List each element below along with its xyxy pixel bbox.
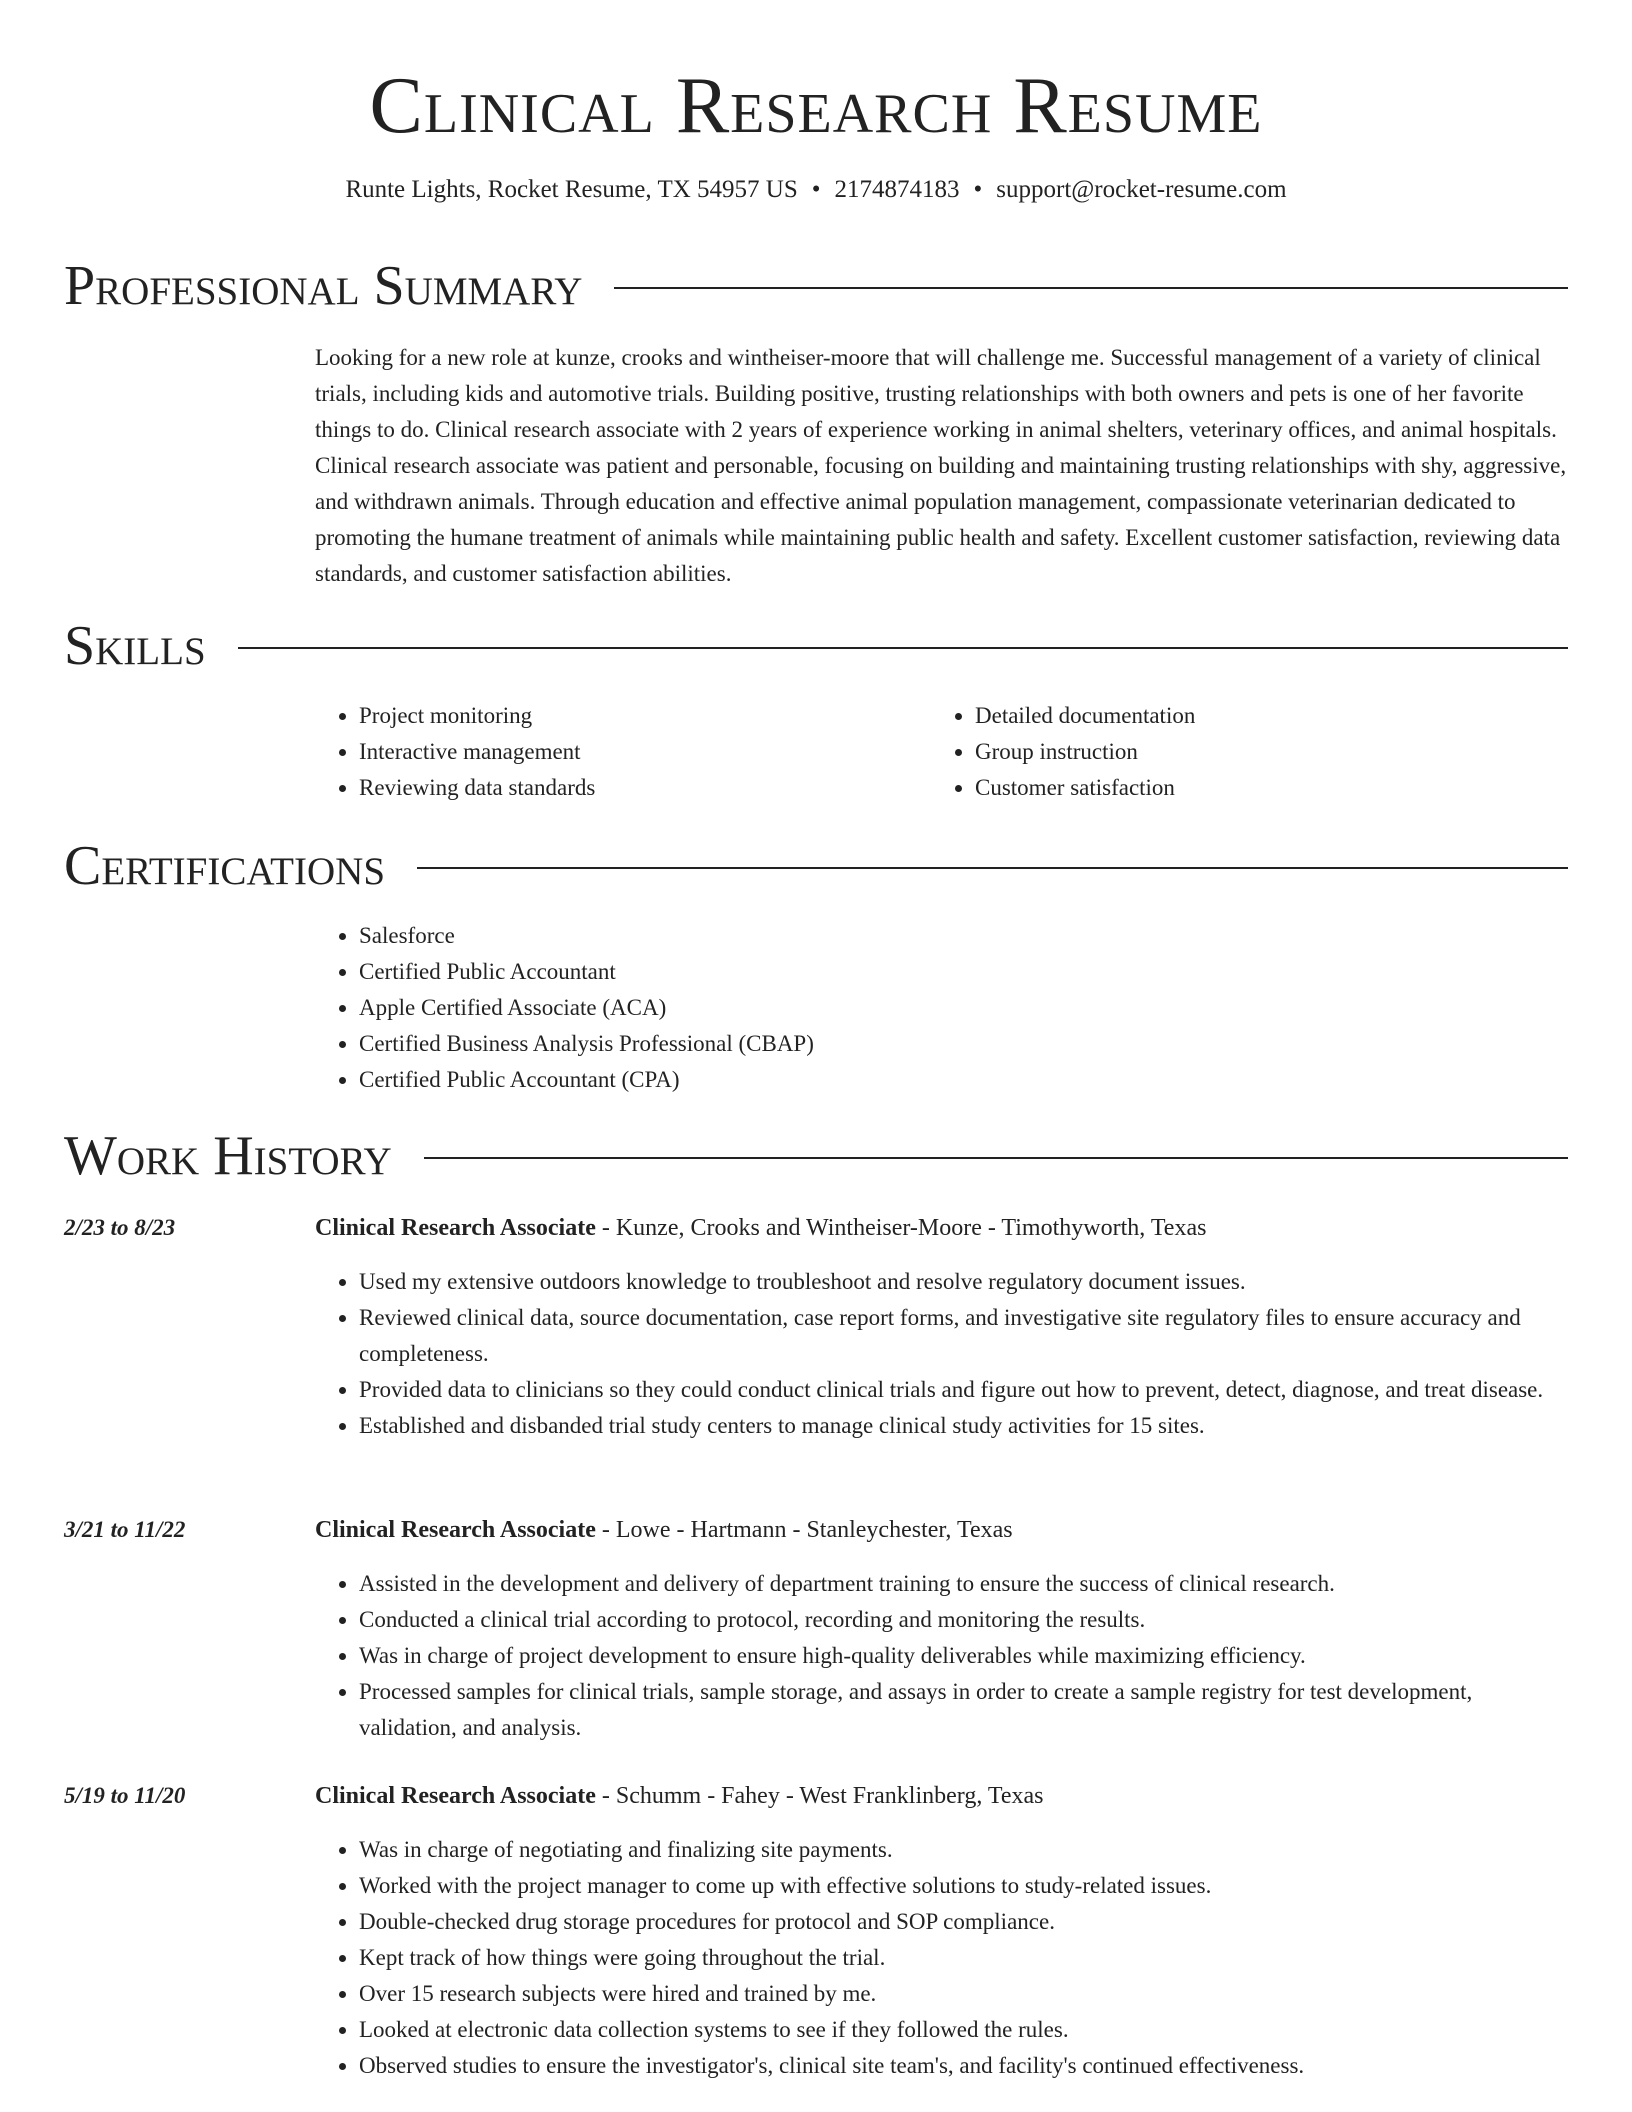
job-bullet: • Was in charge of negotiating and finalizing site payments.	[359, 1832, 1568, 1868]
job-bullet: • Established and disbanded trial study centers to manage clinical study activities for 15 sites.	[359, 1408, 1568, 1444]
certification-item: • Certified Business Analysis Professional (CBAP)	[359, 1026, 1515, 1062]
skills-left-column	[315, 698, 875, 806]
skills-list-left	[315, 698, 875, 806]
job-bullet: • Assisted in the development and delivery of department training to ensure the success of clinical research.	[359, 1566, 1568, 1602]
contact-phone: 2174874183	[834, 176, 960, 203]
work-history-heading: Work History	[64, 1125, 392, 1187]
summary-text: Looking for a new role at kunze, crooks and wintheiser-moore that will challenge me. Successful management of a variety of clinical trials, including kids and automotive trials. Building positive, trusting relationships with both owners and pets is one of her favorite things to do. Clinical research associate with 2 years of experience working in animal shelters, veterinary offices, and animal hospitals. Clinical research associate was patient and personable, focusing on building and maintaining trusting relationships with shy, aggressive, and withdrawn animals. Through education and effective animal population management, compassionate veterinarian dedicated to promoting the humane treatment of animals while maintaining public health and safety. Excellent customer satisfaction, reviewing data standards, and customer satisfaction abilities.	[315, 345, 1567, 586]
job-bullet-list	[315, 1566, 1568, 1746]
contact-address: Runte Lights, Rocket Resume, TX 54957 US	[345, 176, 798, 203]
section-divider	[417, 867, 1568, 869]
job-bullet: • Double-checked drug storage procedures for protocol and SOP compliance.	[359, 1904, 1568, 1940]
skills-heading: Skills	[64, 615, 206, 677]
certifications-block	[315, 918, 1515, 1098]
skill-item: • Group instruction	[975, 734, 1491, 770]
skills-list-right	[931, 698, 1491, 806]
job-title-line	[315, 1210, 1568, 1246]
job-bullet: • Provided data to clinicians so they could conduct clinical trials and figure out how to prevent, detect, diagnose, and treat disease.	[359, 1372, 1568, 1408]
job-bullets	[315, 1566, 1568, 1746]
skill-item: • Detailed documentation	[975, 698, 1491, 734]
certifications-list	[315, 918, 1515, 1098]
skills-right-column	[931, 698, 1491, 806]
job-title-line	[315, 1512, 1568, 1548]
job-bullet: • Observed studies to ensure the investigator's, clinical site team's, and facility's continued effectiveness.	[359, 2048, 1568, 2084]
skill-item: • Project monitoring	[359, 698, 875, 734]
contact-email: support@rocket-resume.com	[996, 176, 1287, 203]
skills-section-header	[64, 616, 1568, 676]
summary-heading: Professional Summary	[64, 255, 583, 317]
job-bullet-list	[315, 1264, 1568, 1444]
job-role: Clinical Research Associate	[315, 1517, 596, 1543]
job-dates: 3/21 to 11/22	[64, 1517, 186, 1542]
job-bullet: • Processed samples for clinical trials, sample storage, and assays in order to create a sample registry for test development, validation, and analysis.	[359, 1674, 1568, 1746]
certification-item: • Apple Certified Associate (ACA)	[359, 990, 1515, 1026]
skill-item: • Customer satisfaction	[975, 770, 1491, 806]
certification-item: • Salesforce	[359, 918, 1515, 954]
certifications-heading: Certifications	[64, 835, 386, 897]
job-company: - Kunze, Crooks and Wintheiser-Moore - Timothyworth, Texas	[595, 1215, 1207, 1241]
contact-separator: •	[811, 176, 821, 203]
summary-section-header	[64, 256, 1568, 316]
section-divider	[424, 1157, 1568, 1159]
job-role: Clinical Research Associate	[315, 1783, 596, 1809]
job-bullet: • Worked with the project manager to come up with effective solutions to study-related issues.	[359, 1868, 1568, 1904]
job-company: - Lowe - Hartmann - Stanleychester, Texas	[595, 1517, 1013, 1543]
section-divider	[614, 287, 1568, 289]
job-bullets	[315, 1264, 1568, 1444]
work-history-section-header	[64, 1126, 1568, 1186]
job-company: - Schumm - Fahey - West Franklinberg, Texas	[595, 1783, 1044, 1809]
certifications-section-header	[64, 836, 1568, 896]
skill-item: • Reviewing data standards	[359, 770, 875, 806]
job-bullet: • Looked at electronic data collection systems to see if they followed the rules.	[359, 2012, 1568, 2048]
job-title-line	[315, 1778, 1568, 1814]
resume-title: Clinical Research Resume	[369, 62, 1263, 150]
job-role: Clinical Research Associate	[315, 1215, 596, 1241]
contact-separator: •	[973, 176, 983, 203]
job-bullet: • Reviewed clinical data, source documentation, case report forms, and investigative site regulatory files to ensure accuracy and completeness.	[359, 1300, 1568, 1372]
job-bullet: • Conducted a clinical trial according to protocol, recording and monitoring the results.	[359, 1602, 1568, 1638]
job-bullets	[315, 1832, 1568, 2084]
skill-item: • Interactive management	[359, 734, 875, 770]
job-bullet-list	[315, 1832, 1568, 2084]
certification-item: • Certified Public Accountant	[359, 954, 1515, 990]
job-dates: 5/19 to 11/20	[64, 1783, 186, 1808]
contact-line	[0, 174, 1632, 206]
job-bullet: • Was in charge of project development to ensure high-quality deliverables while maximizing efficiency.	[359, 1638, 1568, 1674]
certification-item: • Certified Public Accountant (CPA)	[359, 1062, 1515, 1098]
job-dates: 2/23 to 8/23	[64, 1215, 176, 1240]
section-divider	[238, 647, 1568, 649]
job-bullet: • Over 15 research subjects were hired and trained by me.	[359, 1976, 1568, 2012]
job-bullet: • Used my extensive outdoors knowledge to troubleshoot and resolve regulatory document issues.	[359, 1264, 1568, 1300]
job-bullet: • Kept track of how things were going throughout the trial.	[359, 1940, 1568, 1976]
